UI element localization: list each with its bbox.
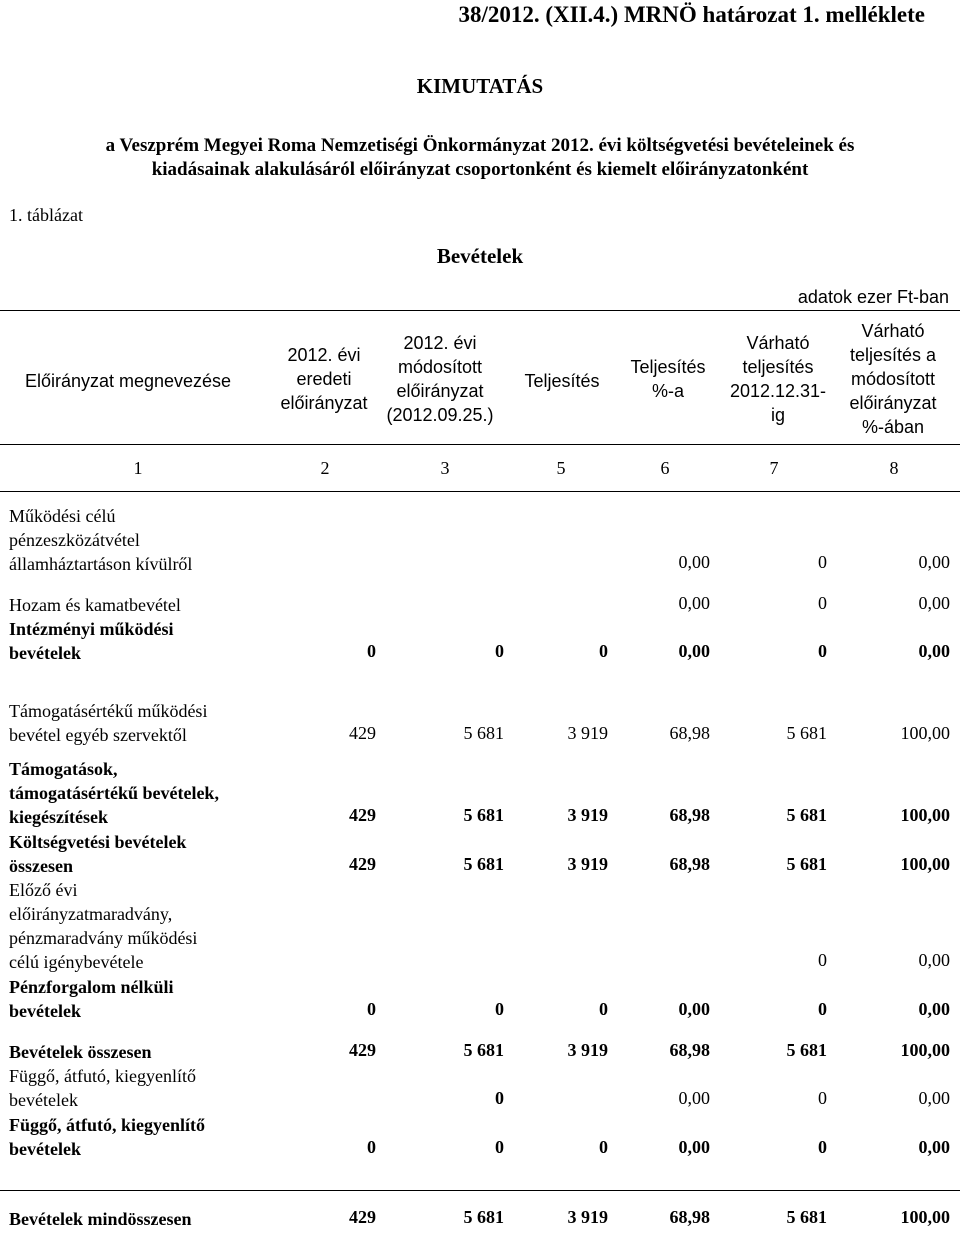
table-row-label: Működési célú pénzeszközátvétel államháztartáson kívülről xyxy=(9,506,193,574)
table-cell: 0 xyxy=(495,1088,504,1108)
header-performance-percent: Teljesítés %-a xyxy=(630,357,706,401)
header-expected-percent: Várható teljesítés a módosított előirányzat %-ában xyxy=(849,321,937,437)
table-cell: 0 xyxy=(367,641,376,661)
table-cell: 100,00 xyxy=(900,723,950,743)
column-number: 6 xyxy=(660,458,670,478)
table-row-label: Előző évi előirányzatmaradvány, pénzmaradvány működési célú igénybevétele xyxy=(9,880,198,972)
table-cell: 5 681 xyxy=(463,1207,504,1227)
header-top-rule xyxy=(0,310,960,311)
table-cell: 0,00 xyxy=(918,999,950,1019)
table-cell: 0 xyxy=(818,999,827,1019)
column-number: 7 xyxy=(769,458,779,478)
header-performance: Teljesítés xyxy=(524,371,600,391)
table-cell: 3 919 xyxy=(567,805,608,825)
table-cell: 0,00 xyxy=(678,552,710,572)
table-cell: 68,98 xyxy=(669,805,710,825)
table-cell: 3 919 xyxy=(567,1207,608,1227)
table-cell: 0,00 xyxy=(918,552,950,572)
table-cell: 0,00 xyxy=(678,593,710,613)
table-row-label: Bevételek mindösszesen xyxy=(9,1209,192,1229)
table-cell: 0,00 xyxy=(918,1088,950,1108)
column-number: 8 xyxy=(889,458,899,478)
table-cell: 0 xyxy=(599,1137,608,1157)
table-cell: 0 xyxy=(818,1088,827,1108)
table-cell: 5 681 xyxy=(463,805,504,825)
column-number: 2 xyxy=(320,458,330,478)
table-cell: 0 xyxy=(495,999,504,1019)
header-original-appropriation: 2012. évi eredeti előirányzat xyxy=(280,345,368,413)
table-cell: 100,00 xyxy=(900,1040,950,1060)
table-cell: 0,00 xyxy=(918,593,950,613)
table-cell: 0 xyxy=(818,1137,827,1157)
header-modified-appropriation: 2012. évi módosított előirányzat (2012.09.25.) xyxy=(386,333,494,425)
table-cell: 100,00 xyxy=(900,1207,950,1227)
table-cell: 429 xyxy=(349,854,376,874)
table-row-label: Függő, átfutó, kiegyenlítő bevételek xyxy=(9,1115,205,1159)
table-cell: 5 681 xyxy=(463,854,504,874)
table-cell: 429 xyxy=(349,1040,376,1060)
column-number: 5 xyxy=(556,458,566,478)
header-expected-performance: Várható teljesítés 2012.12.31- ig xyxy=(729,333,827,425)
table-cell: 429 xyxy=(349,1207,376,1227)
table-cell: 0 xyxy=(495,641,504,661)
table-row-label: Támogatásértékű működési bevétel egyéb szervektől xyxy=(9,701,208,745)
table-cell: 100,00 xyxy=(900,805,950,825)
section-title: Bevételek xyxy=(436,244,524,268)
document-reference: 38/2012. (XII.4.) MRNÖ határozat 1. melléklete xyxy=(458,2,925,27)
subtitle-line-2: kiadásainak alakulásáról előirányzat csoportonként és kiemelt előirányzatonként xyxy=(151,159,809,180)
table-cell: 0 xyxy=(495,1137,504,1157)
unit-note: adatok ezer Ft-ban xyxy=(797,287,949,307)
header-bottom-rule xyxy=(0,444,960,445)
table-cell: 0 xyxy=(818,552,827,572)
total-rule xyxy=(0,1190,960,1191)
table-cell: 0,00 xyxy=(678,1088,710,1108)
table-cell: 68,98 xyxy=(669,1207,710,1227)
table-cell: 0,00 xyxy=(918,1137,950,1157)
table-cell: 68,98 xyxy=(669,723,710,743)
table-cell: 0 xyxy=(599,999,608,1019)
table-cell: 5 681 xyxy=(463,723,504,743)
document-heading: KIMUTATÁS xyxy=(416,74,544,98)
table-cell: 0 xyxy=(367,999,376,1019)
table-cell: 3 919 xyxy=(567,723,608,743)
table-row-label: Költségvetési bevételek összesen xyxy=(9,832,187,876)
table-cell: 3 919 xyxy=(567,1040,608,1060)
table-cell: 429 xyxy=(349,723,376,743)
table-cell: 5 681 xyxy=(463,1040,504,1060)
table-cell: 0 xyxy=(599,641,608,661)
table-row-label: Intézményi működési bevételek xyxy=(9,619,174,663)
table-row-label: Pénzforgalom nélküli bevételek xyxy=(9,977,174,1021)
table-cell: 3 919 xyxy=(567,854,608,874)
table-cell: 100,00 xyxy=(900,854,950,874)
table-cell: 0,00 xyxy=(918,950,950,970)
column-number-rule xyxy=(0,491,960,492)
column-number: 1 xyxy=(133,458,143,478)
table-cell: 0 xyxy=(818,950,827,970)
table-row-label: Függő, átfutó, kiegyenlítő bevételek xyxy=(9,1066,196,1110)
table-cell: 0 xyxy=(818,593,827,613)
column-number: 3 xyxy=(440,458,450,478)
table-cell: 68,98 xyxy=(669,1040,710,1060)
table-row-label: Hozam és kamatbevétel xyxy=(9,595,181,615)
table-cell: 0 xyxy=(818,641,827,661)
subtitle-line-1: a Veszprém Megyei Roma Nemzetiségi Önkormányzat 2012. évi költségvetési bevételeinek és xyxy=(105,135,855,156)
table-row-label: Támogatások, támogatásértékű bevételek, kiegészítések xyxy=(9,759,219,827)
table-cell: 0 xyxy=(367,1137,376,1157)
table-cell: 5 681 xyxy=(786,854,827,874)
table-number: 1. táblázat xyxy=(9,205,83,225)
table-row-label: Bevételek összesen xyxy=(9,1042,152,1062)
table-cell: 68,98 xyxy=(669,854,710,874)
table-cell: 5 681 xyxy=(786,723,827,743)
table-cell: 5 681 xyxy=(786,1040,827,1060)
table-cell: 0,00 xyxy=(678,641,710,661)
table-cell: 0,00 xyxy=(678,999,710,1019)
table-cell: 0,00 xyxy=(678,1137,710,1157)
table-cell: 0,00 xyxy=(918,641,950,661)
header-name: Előirányzat megnevezése xyxy=(24,371,232,391)
table-cell: 5 681 xyxy=(786,805,827,825)
table-cell: 429 xyxy=(349,805,376,825)
table-cell: 5 681 xyxy=(786,1207,827,1227)
